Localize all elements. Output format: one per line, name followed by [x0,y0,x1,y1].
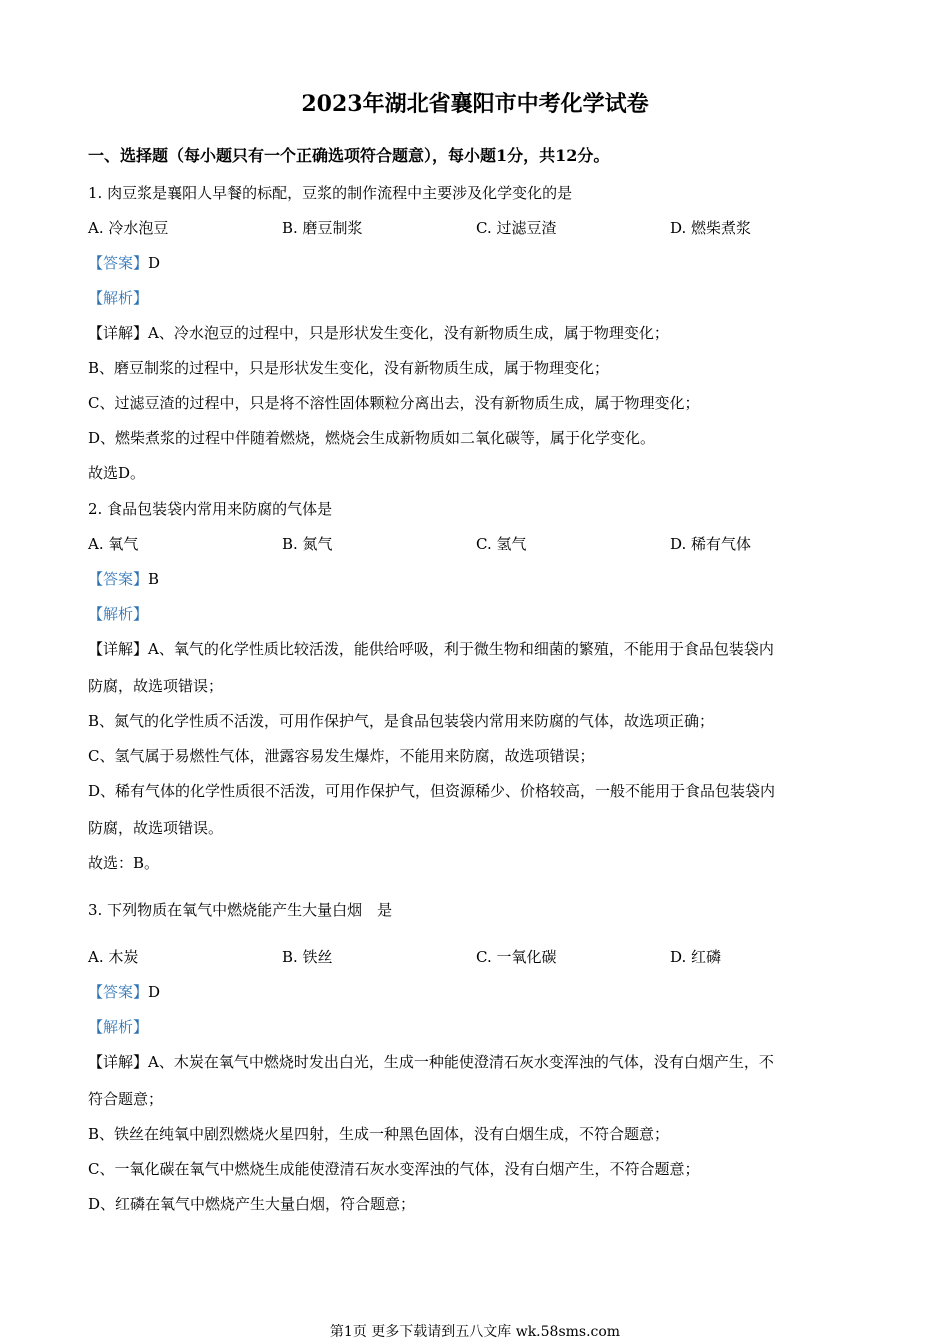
detail-text: A、氧气的化学性质比较活泼，能供给呼吸，利于微生物和细菌的繁殖，不能用于食品包装袋内 [148,640,774,658]
question-2-option-c: C. 氢气 [476,535,527,553]
answer-value: D [148,983,161,1001]
question-3-analysis-label [88,1015,858,1039]
question-3-detail-line: B、铁丝在纯氧中剧烈燃烧火星四射，生成一种黑色固体，没有白烟生成，不符合题意； [88,1125,670,1143]
question-1-option-a: A. 冷水泡豆 [88,219,169,237]
question-1-option-d: D. 燃柴煮浆 [670,219,752,237]
answer-value: B [148,570,160,588]
answer-label: 【答案】 [88,570,149,588]
answer-value: D [148,254,161,272]
question-1-answer [88,251,858,275]
question-3-stem: 3. 下列物质在氧气中燃烧能产生大量白烟 是 [88,901,393,919]
answer-label: 【答案】 [88,983,149,1001]
analysis-label: 【解析】 [88,605,149,623]
section-heading: 一、选择题（每小题只有一个正确选项符合题意），每小题1分，共12分。 [88,146,610,165]
question-3-option-b: B. 铁丝 [282,948,333,966]
question-3-option-a: A. 木炭 [88,948,139,966]
question-1-detail-line: D、燃柴煮浆的过程中伴随着燃烧，燃烧会生成新物质如二氧化碳等，属于化学变化。 [88,429,656,447]
question-2-detail-line [88,637,858,661]
page-title: 2023年湖北省襄阳市中考化学试卷 [301,91,649,117]
question-1-option-b: B. 磨豆制浆 [282,219,363,237]
detail-label: 【详解】 [88,324,149,342]
question-3-option-d: D. 红磷 [670,948,722,966]
question-2-stem: 2. 食品包装袋内常用来防腐的气体是 [88,500,333,518]
detail-text: A、冷水泡豆的过程中，只是形状发生变化，没有新物质生成，属于物理变化； [148,324,669,342]
question-1-conclusion: 故选D。 [88,464,146,482]
question-2-detail-line: C、氢气属于易燃性气体，泄露容易发生爆炸，不能用来防腐，故选项错误； [88,747,595,765]
question-3-detail-line: 符合题意； [88,1090,164,1108]
question-1-stem: 1. 肉豆浆是襄阳人早餐的标配，豆浆的制作流程中主要涉及化学变化的是 [88,184,573,202]
question-1-analysis-label [88,286,858,310]
detail-text: A、木炭在氧气中燃烧时发出白光，生成一种能使澄清石灰水变浑浊的气体，没有白烟产生，不 [148,1053,774,1071]
question-2-detail-line: D、稀有气体的化学性质很不活泼，可用作保护气，但资源稀少、价格较高，一般不能用于食品包装袋内 [88,782,776,800]
question-1-option-c: C. 过滤豆渣 [476,219,557,237]
detail-label: 【详解】 [88,640,149,658]
question-1-detail-line: C、过滤豆渣的过程中，只是将不溶性固体颗粒分离出去，没有新物质生成，属于物理变化； [88,394,700,412]
page-footer: 第1页 更多下载请到五八文库 wk.58sms.com [329,1324,621,1340]
detail-label: 【详解】 [88,1053,149,1071]
question-3-detail-line: C、一氧化碳在氧气中燃烧生成能使澄清石灰水变浑浊的气体，没有白烟产生，不符合题意； [88,1160,700,1178]
question-2-conclusion: 故选：B。 [88,854,160,872]
question-2-option-b: B. 氮气 [282,535,333,553]
question-2-detail-line: 防腐，故选项错误； [88,677,224,695]
question-2-option-a: A. 氧气 [88,535,139,553]
answer-label: 【答案】 [88,254,149,272]
question-3-answer [88,980,858,1004]
question-1-detail-line: B、磨豆制浆的过程中，只是形状发生变化，没有新物质生成，属于物理变化； [88,359,610,377]
question-2-option-d: D. 稀有气体 [670,535,752,553]
analysis-label: 【解析】 [88,1018,149,1036]
question-2-analysis-label [88,602,858,626]
question-2-detail-line: 防腐，故选项错误。 [88,819,224,837]
question-1-detail-line [88,321,858,345]
question-3-option-c: C. 一氧化碳 [476,948,557,966]
question-2-answer [88,567,858,591]
analysis-label: 【解析】 [88,289,149,307]
question-3-detail-line [88,1050,858,1074]
question-3-detail-line: D、红磷在氧气中燃烧产生大量白烟，符合题意； [88,1195,416,1213]
question-2-detail-line: B、氮气的化学性质不活泼，可用作保护气，是食品包装袋内常用来防腐的气体，故选项正确； [88,712,715,730]
